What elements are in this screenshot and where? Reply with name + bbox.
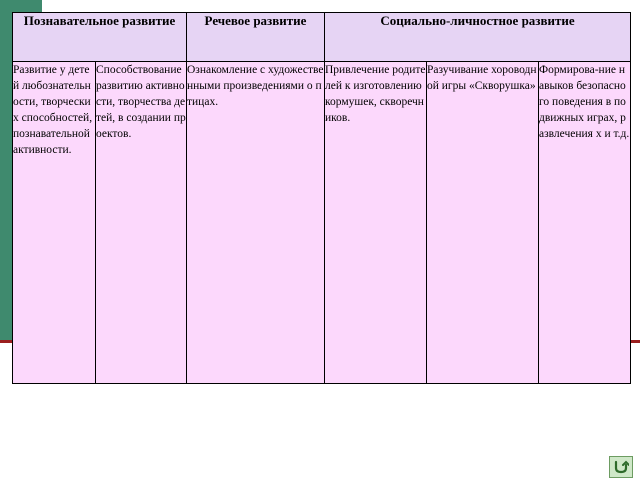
header-cognitive-development: Познавательное развитие xyxy=(13,13,187,62)
table-row xyxy=(13,62,631,384)
cell-project-activity xyxy=(96,62,187,384)
cell-text: Ознакомление с художественными произведениями о птицах. xyxy=(187,64,324,108)
cell-text: Привлечение родителей к изготовлению кормушек, скворечников. xyxy=(325,64,426,124)
return-button[interactable] xyxy=(609,456,633,478)
cell-safe-behavior xyxy=(539,62,631,384)
cell-text: Разучивание хороводной игры «Скворушка» xyxy=(427,64,537,92)
development-table xyxy=(12,12,631,384)
header-speech-development: Речевое развитие xyxy=(187,13,325,62)
cell-curiosity-development xyxy=(13,62,96,384)
cell-text: Развитие у детей любознательности, творческих способностей, познавательной активности. xyxy=(13,64,93,156)
cell-round-dance-game xyxy=(427,62,539,384)
table-header-row xyxy=(13,13,631,62)
cell-literature-about-birds xyxy=(187,62,325,384)
cell-text: Формирова-ние навыков безопасного поведения в подвижных играх, развлечения х и т.д. xyxy=(539,64,630,140)
cell-text: Способствование развитию активности, творчества детей, в создании проектов. xyxy=(96,64,186,140)
cell-parents-feeders xyxy=(325,62,427,384)
header-social-development: Социально-личностное развитие xyxy=(325,13,631,62)
return-arrow-icon xyxy=(613,460,629,474)
